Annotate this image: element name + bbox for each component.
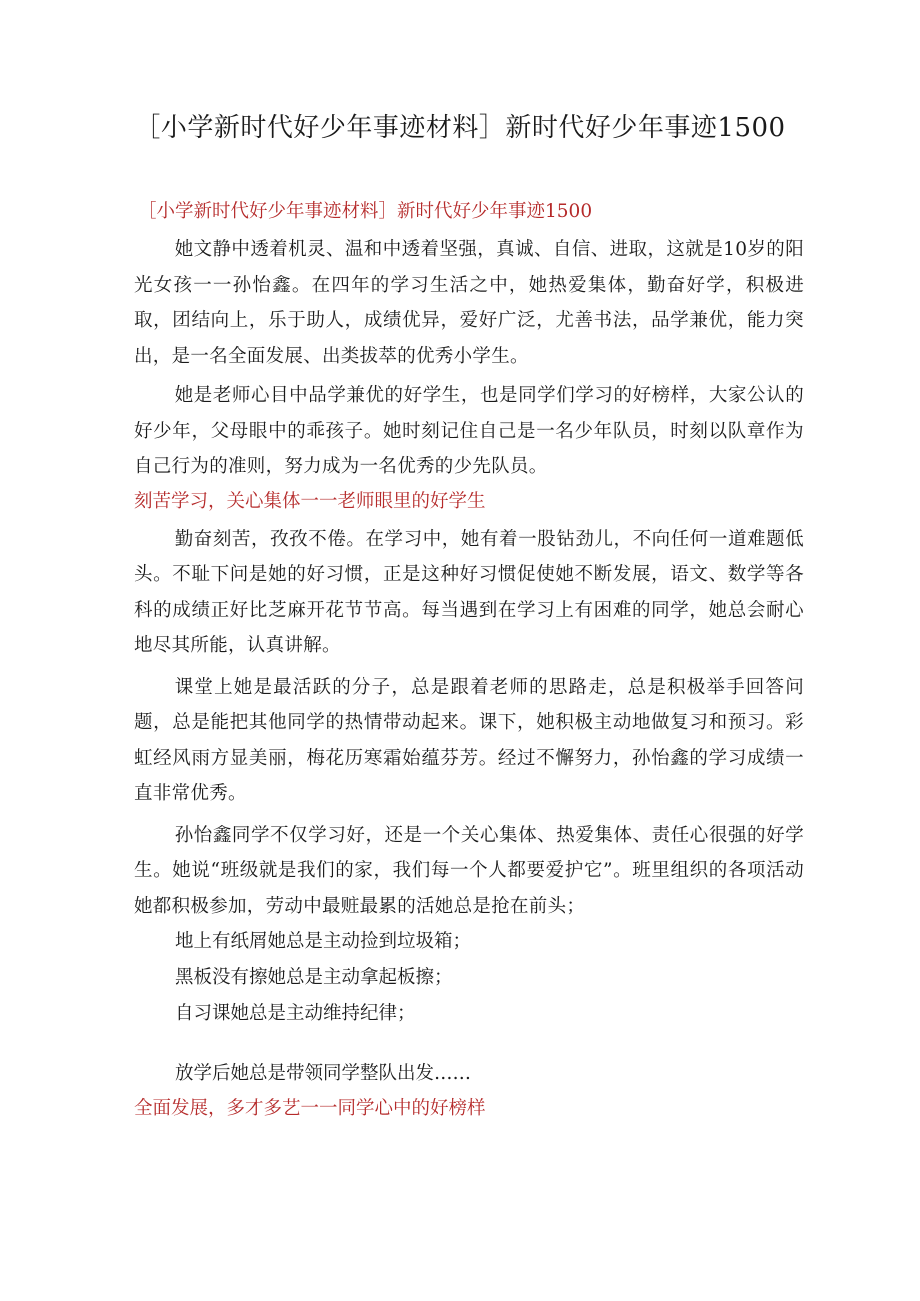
- intro-paragraph-1: 她文静中透着机灵、温和中透着坚强，真诚、自信、进取，这就是10岁的阳光女孩一一孙怡鑫。在四年的学习生活之中，她热爱集体，勤奋好学，积极进取，团结向上，乐于助人，成绩优异，爱好广泛，尤善书法，品学兼优，能力突出，是一名全面发展、出类拔萃的优秀小学生。: [134, 239, 804, 367]
- study-paragraph-2: 课堂上她是最活跃的分子，总是跟着老师的思路走，总是积极举手回答问题，总是能把其他同学的热情带动起来。课下，她积极主动地做复习和预习。彩虹经风雨方显美丽，梅花历寒霜始蕴芬芳。经过不懈努力，孙怡鑫的学习成绩一直非常优秀。: [134, 676, 804, 804]
- list-item: 地上有纸屑她总是主动捡到垃圾箱；: [175, 931, 472, 952]
- list-item: 自习课她总是主动维持纪律；: [175, 1003, 416, 1024]
- page-title: ［小学新时代好少年事迹材料］新时代好少年事迹1500: [134, 113, 786, 143]
- study-paragraph-3: 孙怡鑫同学不仅学习好，还是一个关心集体、热爱集体、责任心很强的好学生。她说“班级就是我们的家，我们每一个人都要爱护它”。班里组织的各项活动她都积极参加，劳动中最赃最累的活她总是抢在前头；: [134, 824, 804, 917]
- document-subtitle: ［小学新时代好少年事迹材料］新时代好少年事迹1500: [138, 201, 593, 222]
- document-body: [134, 195, 804, 1125]
- study-paragraph-1: 勤奋刻苦，孜孜不倦。在学习中，她有着一股钻劲儿，不向任何一道难题低头。不耻下问是她的好习惯，正是这种好习惯促使她不断发展，语文、数学等各科的成绩正好比芝麻开花节节高。每当遇到在学习上有困难的同学，她总会耐心地尽其所能，认真讲解。: [134, 528, 804, 656]
- section-heading-allround: 全面发展，多才多艺一一同学心中的好榜样: [134, 1098, 486, 1119]
- section-heading-study: 刻苦学习，关心集体一一老师眼里的好学生: [134, 490, 486, 512]
- intro-paragraph-2: 她是老师心目中品学兼优的好学生，也是同学们学习的好榜样，大家公认的好少年，父母眼中的乖孩子。她时刻记住自己是一名少年队员，时刻以队章作为自己行为的准则，努力成为一名优秀的少先队员。: [134, 385, 804, 477]
- list-item: 黑板没有擦她总是主动拿起板擦；: [175, 967, 453, 988]
- list-item: 放学后她总是带领同学整队出发……: [175, 1063, 472, 1084]
